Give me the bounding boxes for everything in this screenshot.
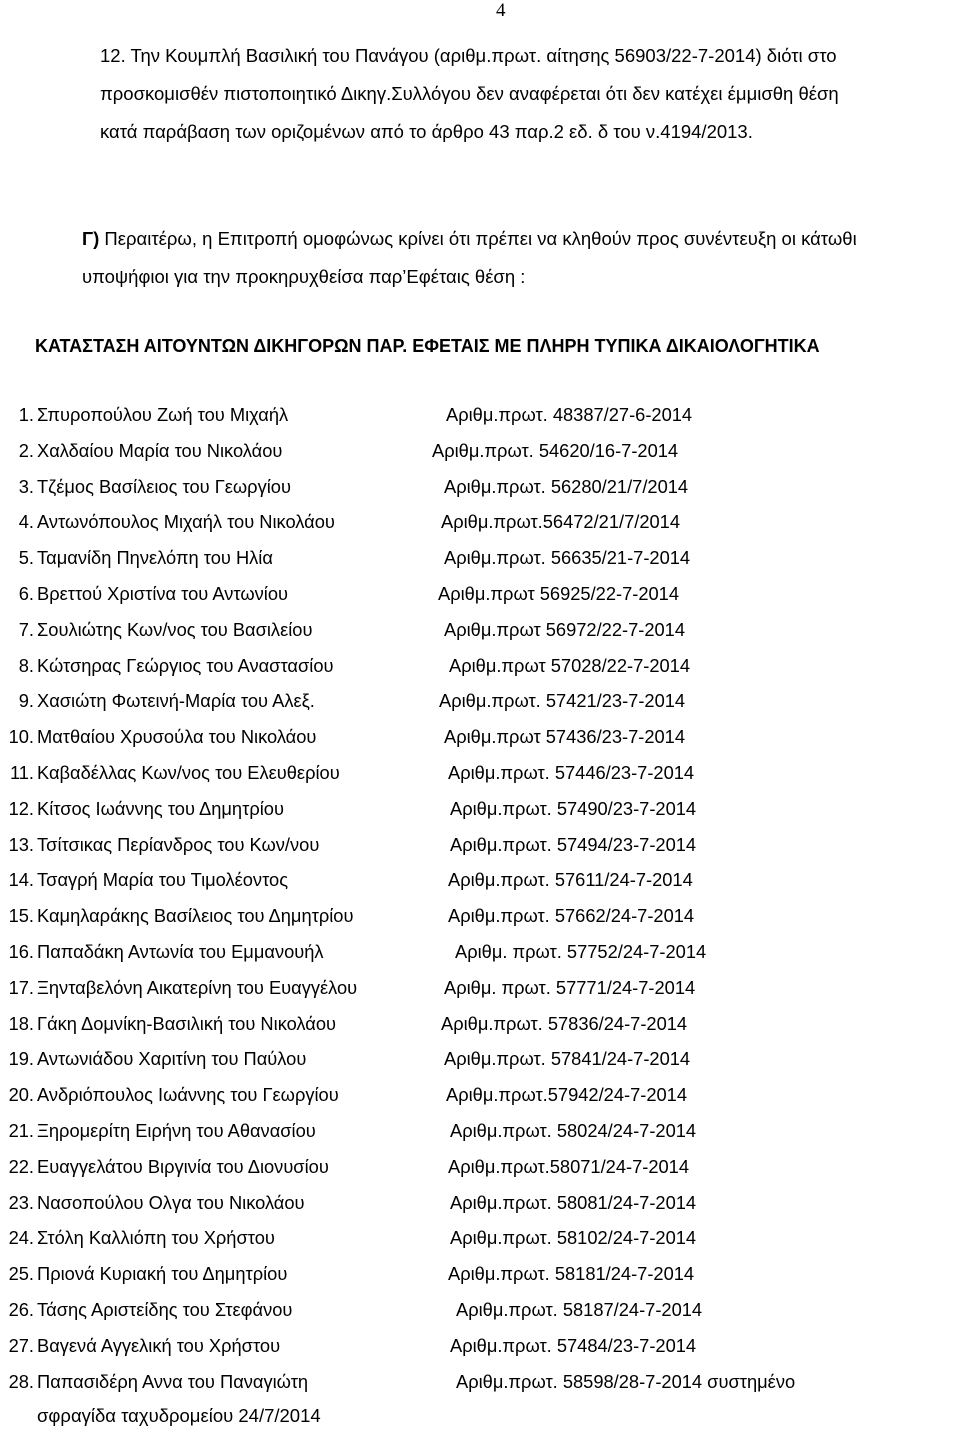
- candidate-protocol-number: Αριθμ.πρωτ. 58598/28-7-2014 συστημένο: [456, 1370, 796, 1392]
- candidate-protocol-number: Αριθμ.πρωτ. 58102/24-7-2014: [450, 1227, 697, 1249]
- candidate-protocol-number: Αριθμ.πρωτ. 58081/24-7-2014: [450, 1191, 697, 1213]
- candidate-number: 11.: [9, 762, 34, 783]
- candidate-number: 1.: [18, 404, 34, 425]
- candidate-name: Παπασιδέρη Αννα του Παναγιώτη: [37, 1370, 309, 1392]
- candidate-protocol-number: Αριθμ.πρωτ.56472/21/7/2014: [441, 511, 681, 533]
- candidate-number: 18.: [8, 1012, 34, 1034]
- candidate-name: Βρεττού Χριστίνα του Αντωνίου: [37, 583, 288, 604]
- candidate-name: Κίτσος Ιωάννης του Δημητρίου: [37, 797, 284, 819]
- section-g-text: Περαιτέρω, η Επιτροπή ομοφώνως κρίνει ότι πρέπει να κληθούν προς συνέντευξη οι κάτωθι: [99, 228, 857, 249]
- candidate-number: 21.: [8, 1120, 34, 1141]
- candidate-protocol-number: Αριθμ.πρωτ. 57484/23-7-2014: [450, 1334, 697, 1356]
- candidate-number: 23.: [8, 1191, 34, 1213]
- candidate-protocol-number: Αριθμ.πρωτ. 58024/24-7-2014: [450, 1120, 697, 1141]
- candidate-name: Ανδριόπουλος Ιωάννης του Γεωργίου: [37, 1084, 339, 1106]
- candidate-number: 8.: [18, 654, 34, 676]
- section-g-line-2: υποψήφιοι για την προκηρυχθείσα παρ’Εφέταις θέση :: [82, 266, 526, 287]
- candidate-number: 7.: [18, 618, 34, 640]
- candidate-name: Χασιώτη Φωτεινή-Μαρία του Αλεξ.: [37, 690, 315, 712]
- candidate-number: 15.: [8, 905, 34, 927]
- item12-line-3: κατά παράβαση των οριζομένων από το άρθρο 43 παρ.2 εδ. δ του ν.4194/2013.: [100, 121, 753, 142]
- candidate-name: Νασοπούλου Ολγα του Νικολάου: [37, 1191, 305, 1213]
- candidate-number: 24.: [8, 1227, 34, 1249]
- candidate-number: 28.: [8, 1370, 34, 1392]
- candidate-number: 6.: [18, 583, 34, 604]
- page-number: 4: [496, 0, 506, 21]
- candidate-number: 22.: [8, 1155, 34, 1177]
- candidate-protocol-number: Αριθμ.πρωτ 56972/22-7-2014: [444, 618, 686, 640]
- candidate-name: Σπυροπούλου Ζωή του Μιχαήλ: [37, 404, 289, 425]
- candidate-name: Ταμανίδη Πηνελόπη του Ηλία: [37, 547, 273, 569]
- candidate-name: Τσίτσικας Περίανδρος του Κων/νου: [37, 833, 320, 855]
- footer-note: σφραγίδα ταχυδρομείου 24/7/2014: [37, 1405, 321, 1426]
- candidate-protocol-number: Αριθμ.πρωτ.57942/24-7-2014: [446, 1084, 688, 1106]
- candidate-protocol-number: Αριθμ. πρωτ. 57771/24-7-2014: [444, 976, 696, 998]
- candidate-name: Αντωνόπουλος Μιχαήλ του Νικολάου: [37, 511, 335, 533]
- candidate-number: 16.: [8, 941, 34, 962]
- candidate-name: Τσαγρή Μαρία του Τιμολέοντος: [37, 869, 289, 891]
- item12-line-1: 12. Την Κουμπλή Βασιλική του Πανάγου (αριθμ.πρωτ. αίτησης 56903/22-7-2014) διότι στο: [100, 45, 837, 66]
- candidate-number: 17.: [8, 976, 34, 998]
- candidate-number: 9.: [18, 690, 34, 712]
- candidate-name: Καβαδέλλας Κων/νος του Ελευθερίου: [37, 762, 340, 783]
- candidate-name: Αντωνιάδου Χαριτίνη του Παύλου: [37, 1048, 307, 1070]
- candidate-name: Στόλη Καλλιόπη του Χρήστου: [37, 1227, 275, 1249]
- candidate-name: Ευαγγελάτου Βιργινία του Διονυσίου: [37, 1155, 329, 1177]
- candidate-number: 14.: [8, 869, 34, 891]
- candidate-number: 3.: [18, 475, 34, 497]
- candidate-number: 10.: [8, 726, 34, 748]
- candidate-name: Τζέμος Βασίλειος του Γεωργίου: [37, 475, 291, 497]
- candidate-protocol-number: Αριθμ.πρωτ 57436/23-7-2014: [444, 726, 686, 748]
- candidate-protocol-number: Αριθμ.πρωτ. 57841/24-7-2014: [444, 1048, 691, 1070]
- candidate-protocol-number: Αριθμ.πρωτ. 57490/23-7-2014: [450, 797, 697, 819]
- candidate-name: Ματθαίου Χρυσούλα του Νικολάου: [37, 726, 317, 748]
- candidate-number: 27.: [8, 1334, 34, 1356]
- candidate-name: Σουλιώτης Κων/νος του Βασιλείου: [37, 618, 313, 640]
- candidate-protocol-number: Αριθμ.πρωτ. 57421/23-7-2014: [439, 690, 686, 712]
- candidate-protocol-number: Αριθμ.πρωτ. 54620/16-7-2014: [432, 439, 679, 461]
- candidate-protocol-number: Αριθμ.πρωτ. 48387/27-6-2014: [446, 404, 693, 425]
- candidate-protocol-number: Αριθμ.πρωτ. 57494/23-7-2014: [450, 833, 697, 855]
- candidate-name: Χαλδαίου Μαρία του Νικολάου: [37, 439, 283, 461]
- candidate-number: 5.: [18, 547, 34, 569]
- item12-line-2: προσκομισθέν πιστοποιητικό Δικηγ.Συλλόγου δεν αναφέρεται ότι δεν κατέχει έμμισθη θέση: [100, 83, 839, 104]
- candidate-protocol-number: Αριθμ.πρωτ. 57662/24-7-2014: [448, 905, 695, 927]
- candidate-name: Κώτσηρας Γεώργιος του Αναστασίου: [37, 654, 334, 676]
- candidate-number: 13.: [8, 833, 34, 855]
- candidate-number: 26.: [8, 1299, 34, 1320]
- candidate-name: Καμηλαράκης Βασίλειος του Δημητρίου: [37, 905, 354, 927]
- candidate-number: 19.: [8, 1048, 34, 1070]
- candidate-number: 20.: [8, 1084, 34, 1106]
- candidate-protocol-number: Αριθμ.πρωτ 57028/22-7-2014: [449, 654, 691, 676]
- candidate-name: Ξηνταβελόνη Αικατερίνη του Ευαγγέλου: [37, 976, 358, 998]
- candidate-protocol-number: Αριθμ. πρωτ. 57752/24-7-2014: [455, 941, 707, 962]
- candidate-protocol-number: Αριθμ.πρωτ.58071/24-7-2014: [448, 1155, 690, 1177]
- candidate-protocol-number: Αριθμ.πρωτ. 56280/21/7/2014: [444, 475, 689, 497]
- candidate-name: Ξηρομερίτη Ειρήνη του Αθανασίου: [37, 1120, 316, 1141]
- candidate-protocol-number: Αριθμ.πρωτ. 57446/23-7-2014: [448, 762, 695, 783]
- candidate-name: Τάσης Αριστείδης του Στεφάνου: [37, 1299, 293, 1320]
- candidate-protocol-number: Αριθμ.πρωτ. 58181/24-7-2014: [448, 1263, 695, 1285]
- candidate-number: 2.: [18, 439, 34, 461]
- candidate-number: 12.: [8, 797, 34, 819]
- candidate-protocol-number: Αριθμ.πρωτ. 56635/21-7-2014: [444, 547, 691, 569]
- candidate-name: Βαγενά Αγγελική του Χρήστου: [37, 1334, 281, 1356]
- candidate-protocol-number: Αριθμ.πρωτ 56925/22-7-2014: [438, 583, 680, 604]
- candidate-protocol-number: Αριθμ.πρωτ. 57836/24-7-2014: [441, 1012, 688, 1034]
- candidate-number: 25.: [8, 1263, 34, 1285]
- candidate-protocol-number: Αριθμ.πρωτ. 58187/24-7-2014: [456, 1299, 703, 1320]
- list-title: ΚΑΤΑΣΤΑΣΗ ΑΙΤΟΥΝΤΩΝ ΔΙΚΗΓΟΡΩΝ ΠΑΡ. ΕΦΕΤΑΙΣ ΜΕ ΠΛΗΡΗ ΤΥΠΙΚΑ ΔΙΚΑΙΟΛΟΓΗΤΙΚΑ: [35, 336, 820, 356]
- candidate-name: Πριονά Κυριακή του Δημητρίου: [37, 1263, 288, 1285]
- candidate-number: 4.: [18, 511, 34, 533]
- candidate-name: Γάκη Δομνίκη-Βασιλική του Νικολάου: [37, 1012, 337, 1034]
- candidate-protocol-number: Αριθμ.πρωτ. 57611/24-7-2014: [448, 869, 693, 891]
- candidate-name: Παπαδάκη Αντωνία του Εμμανουήλ: [37, 941, 324, 962]
- section-g-letter: Γ): [82, 228, 100, 249]
